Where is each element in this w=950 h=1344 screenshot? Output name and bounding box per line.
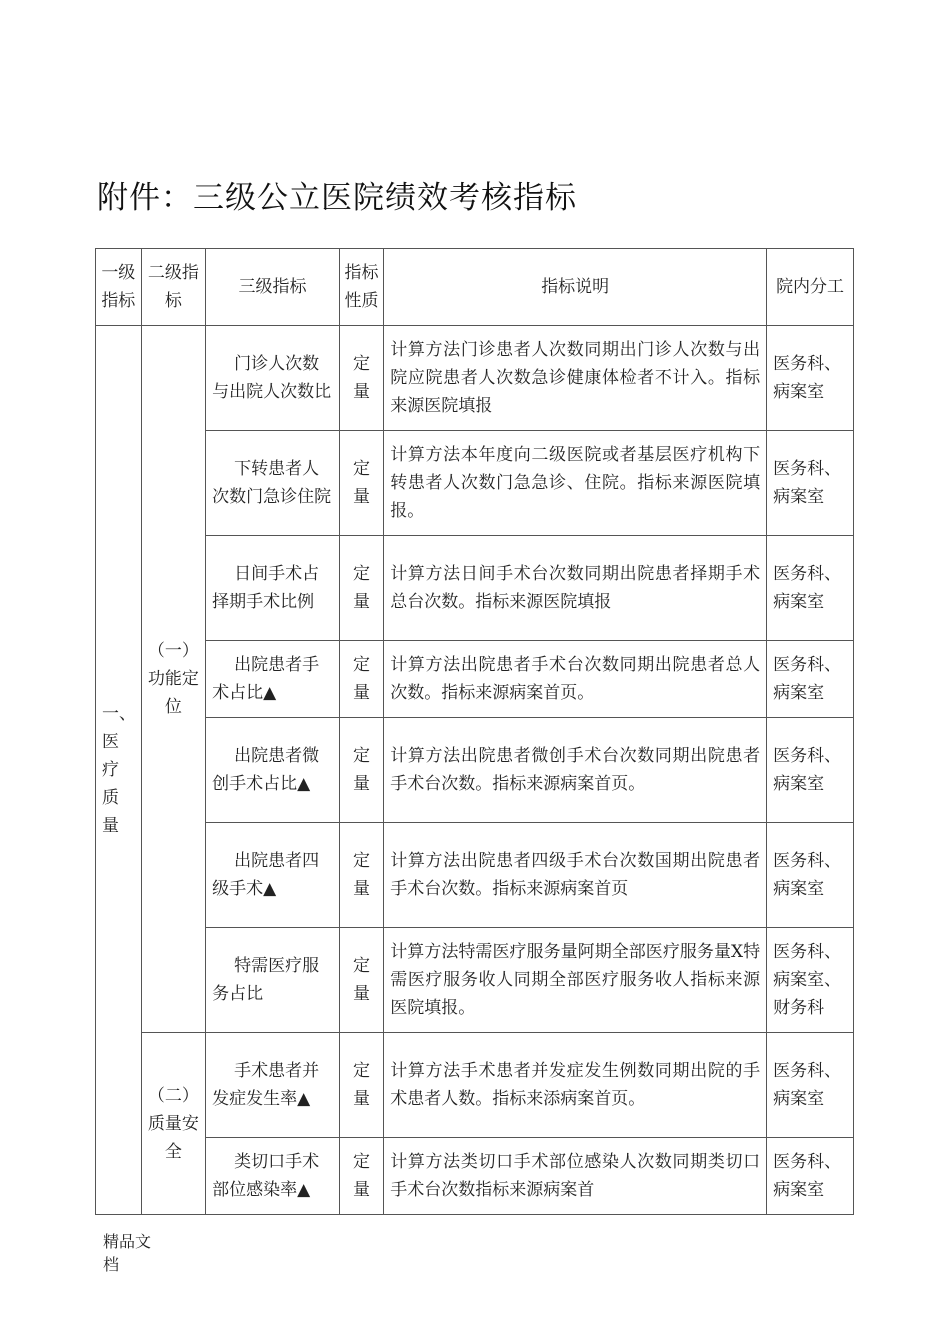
indicator-name: 门诊人次数与出院人次数比 xyxy=(206,326,340,431)
indicator-name: 类切口手术部位感染率▲ xyxy=(206,1138,340,1215)
indicator-nature: 定量 xyxy=(339,641,384,718)
indicator-description: 计算方法手术患者并发症发生例数同期出院的手术患者人数。指标来添病案首页。 xyxy=(384,1033,767,1138)
table-row xyxy=(96,431,854,536)
header-description: 指标说明 xyxy=(384,249,767,326)
indicator-department: 医务科、病案室 xyxy=(767,536,854,641)
indicator-nature: 定量 xyxy=(339,1033,384,1138)
table-row xyxy=(96,823,854,928)
indicator-nature: 定量 xyxy=(339,536,384,641)
indicator-department: 医务科、病案室 xyxy=(767,1033,854,1138)
indicator-department: 医务科、病案室、财务科 xyxy=(767,928,854,1033)
indicator-department: 医务科、病案室 xyxy=(767,326,854,431)
level1-category: 一、医疗质量 xyxy=(96,326,142,1215)
indicator-department: 医务科、病案室 xyxy=(767,1138,854,1215)
indicator-department: 医务科、病案室 xyxy=(767,641,854,718)
footer-note: 精品文档 xyxy=(103,1232,152,1274)
indicator-nature: 定量 xyxy=(339,1138,384,1215)
table-header-row xyxy=(96,249,854,326)
indicator-name: 出院患者手术占比▲ xyxy=(206,641,340,718)
indicator-name: 出院患者四级手术▲ xyxy=(206,823,340,928)
header-department: 院内分工 xyxy=(767,249,854,326)
table-row xyxy=(96,641,854,718)
indicator-name: 出院患者微创手术占比▲ xyxy=(206,718,340,823)
indicator-name: 特需医疗服务占比 xyxy=(206,928,340,1033)
indicator-description: 计算方法出院患者手术台次数同期出院患者总人次数。指标来源病案首页。 xyxy=(384,641,767,718)
indicator-description: 计算方法门诊患者人次数同期出门诊人次数与出院应院患者人次数急诊健康体检者不计入。指标来源医院填报 xyxy=(384,326,767,431)
header-level3: 三级指标 xyxy=(206,249,340,326)
indicator-description: 计算方法出院患者四级手术台次数国期出院患者手术台次数。指标来源病案首页 xyxy=(384,823,767,928)
indicator-nature: 定量 xyxy=(339,718,384,823)
table-row xyxy=(96,718,854,823)
level2-category-function: （一）功能定位 xyxy=(141,326,206,1033)
indicator-nature: 定量 xyxy=(339,431,384,536)
indicator-description: 计算方法本年度向二级医院或者基层医疗机构下转患者人次数门急急诊、住院。指标来源医院填报。 xyxy=(384,431,767,536)
indicator-department: 医务科、病案室 xyxy=(767,823,854,928)
table-row xyxy=(96,536,854,641)
indicator-nature: 定量 xyxy=(339,928,384,1033)
indicator-department: 医务科、病案室 xyxy=(767,718,854,823)
indicator-table xyxy=(95,248,854,1215)
indicator-name: 下转患者人次数门急诊住院 xyxy=(206,431,340,536)
table-row xyxy=(96,326,854,431)
table-row xyxy=(96,1033,854,1138)
indicator-nature: 定量 xyxy=(339,823,384,928)
header-level2: 二级指标 xyxy=(141,249,206,326)
header-level1: 一级指标 xyxy=(96,249,142,326)
indicator-description: 计算方法特需医疗服务量阿期全部医疗服务量X特需医疗服务收人同期全部医疗服务收人指标来源医院填报。 xyxy=(384,928,767,1033)
table-row xyxy=(96,1138,854,1215)
table-row xyxy=(96,928,854,1033)
page-title: 附件：三级公立医院绩效考核指标 xyxy=(97,180,577,216)
indicator-name: 手术患者并发症发生率▲ xyxy=(206,1033,340,1138)
level2-category-quality: （二）质量安全 xyxy=(141,1033,206,1215)
indicator-department: 医务科、病案室 xyxy=(767,431,854,536)
indicator-description: 计算方法类切口手术部位感染人次数同期类切口手术台次数指标来源病案首 xyxy=(384,1138,767,1215)
indicator-nature: 定量 xyxy=(339,326,384,431)
indicator-description: 计算方法日间手术台次数同期出院患者择期手术总台次数。指标来源医院填报 xyxy=(384,536,767,641)
header-nature: 指标性质 xyxy=(339,249,384,326)
indicator-description: 计算方法出院患者微创手术台次数同期出院患者手术台次数。指标来源病案首页。 xyxy=(384,718,767,823)
indicator-name: 日间手术占择期手术比例 xyxy=(206,536,340,641)
